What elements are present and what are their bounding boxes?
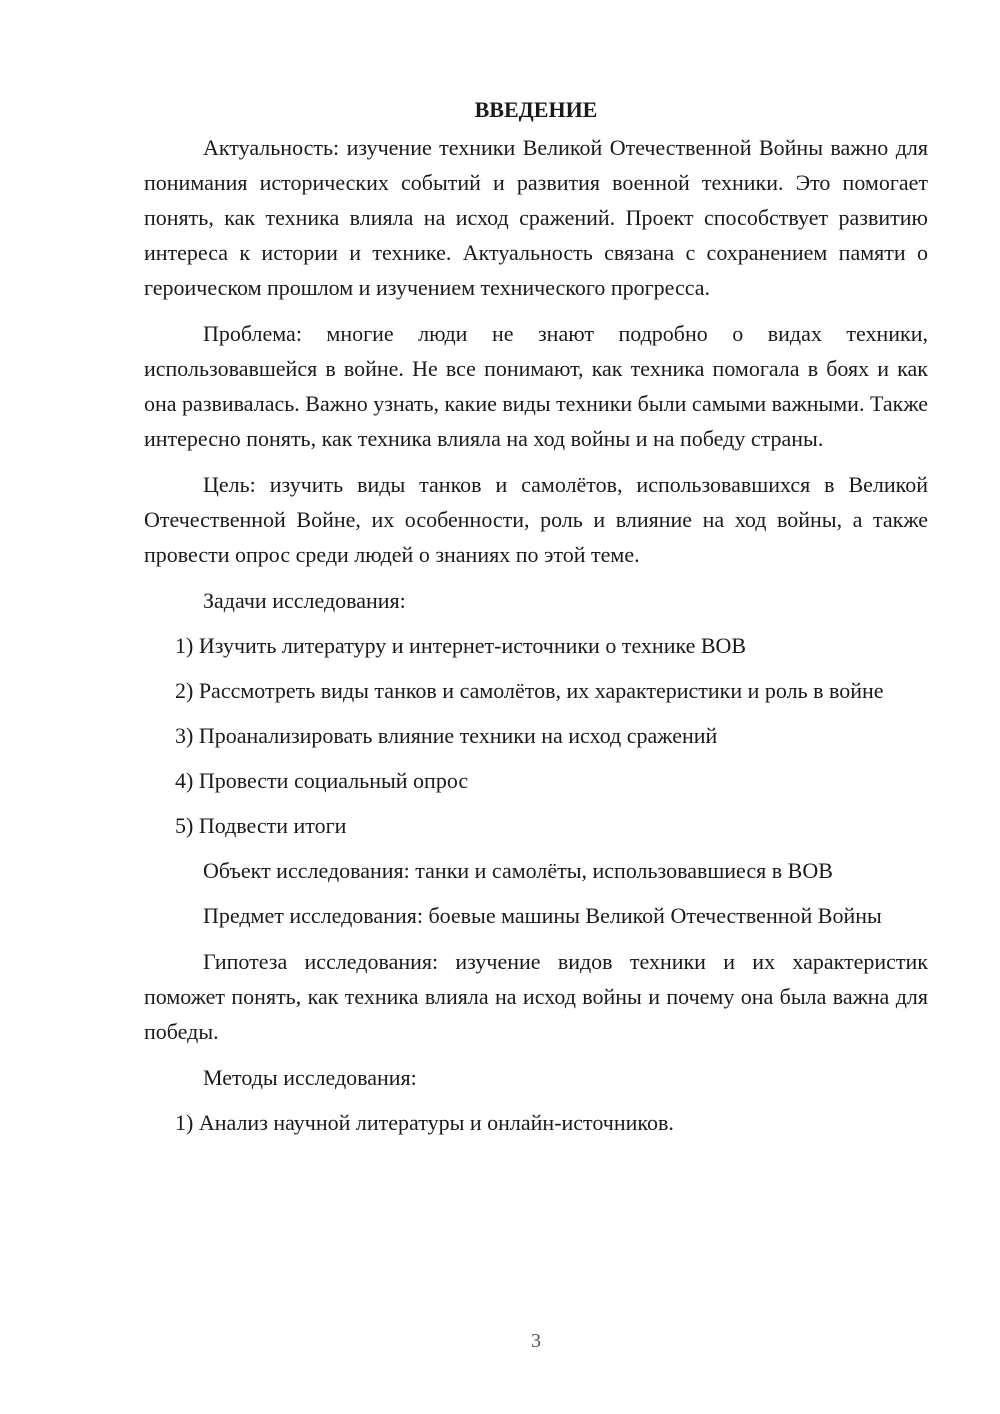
methods-heading: Методы исследования: [203,1065,417,1090]
methods-list [144,1105,928,1140]
subject-paragraph: Предмет исследования: боевые машины Великой Отечественной Войны [203,903,882,928]
relevance-paragraph: Актуальность: изучение техники Великой Отечественной Войны важно для понимания исторических событий и развития военной техники. Это помогает понять, как техника влияла на исход сражений. Проект способствует развитию интереса к истории и технике. Актуальность связана с сохранением памяти о героическом прошлом и изучением технического прогресса. [144,135,928,300]
object-paragraph: Объект исследования: танки и самолёты, использовавшиеся в ВОВ [203,858,833,883]
goal-paragraph: Цель: изучить виды танков и самолётов, использовавшихся в Великой Отечественной Войне, их особенности, роль и влияние на ход войны, а также провести опрос среди людей о знаниях по этой теме. [144,472,928,567]
task-item-5: 5) Подвести итоги [175,813,347,838]
problem-paragraph: Проблема: многие люди не знают подробно о видах техники, использовавшейся в войне. Не все понимают, как техника помогала в боях и как она развивалась. Важно узнать, какие виды техники были самыми важными. Также интересно понять, как техника влияла на ход войны и на победу страны. [144,321,928,451]
document-page [144,92,928,1150]
method-item-1: 1) Анализ научной литературы и онлайн-источников. [175,1110,674,1135]
task-item-3: 3) Проанализировать влияние техники на исход сражений [175,723,718,748]
hypothesis-paragraph: Гипотеза исследования: изучение видов техники и их характеристик поможет понять, как техника влияла на исход войны и почему она была важна для победы. [144,949,928,1044]
section-title: ВВЕДЕНИЕ [474,97,598,122]
task-item-2: 2) Рассмотреть виды танков и самолётов, их характеристики и роль в войне [175,678,884,703]
tasks-heading: Задачи исследования: [203,588,406,613]
task-item-4: 4) Провести социальный опрос [175,768,469,793]
task-item-1: 1) Изучить литературу и интернет-источники о технике ВОВ [175,633,747,658]
page-number: 3 [531,1330,541,1352]
tasks-list [144,628,928,843]
